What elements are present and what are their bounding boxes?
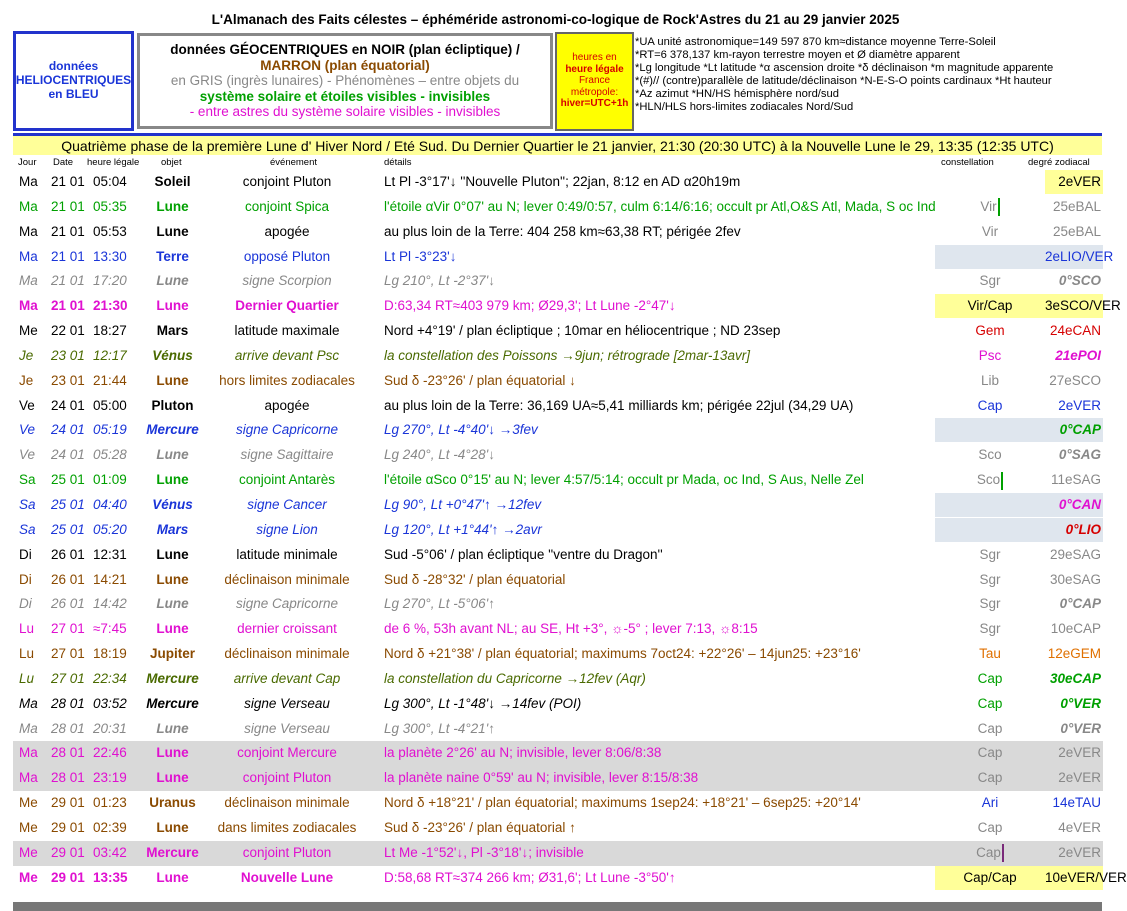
cell-day: Sa (19, 521, 36, 537)
cell-cons: Cap/Cap (935, 866, 1045, 890)
cell-deg: 0°CAP (1045, 418, 1103, 442)
cell-cons: Psc (978, 347, 1002, 363)
cell-time: 05:28 (93, 447, 127, 463)
cell-deg: 0°LIO (1045, 518, 1103, 542)
cell-event: opposé Pluton (243, 248, 331, 264)
cell-details: la constellation des Poissons →9jun; rétrograde [2mar-13avr] (384, 347, 750, 363)
cell-cons: Cap (977, 397, 1003, 413)
cell-date: 21 01 (51, 273, 85, 289)
table-row (13, 344, 1103, 369)
table-row (13, 245, 1114, 270)
table-row (13, 766, 1103, 791)
cell-date: 27 01 (51, 621, 85, 637)
cell-object: Mars (156, 521, 189, 537)
cell-event: déclinaison minimale (224, 571, 350, 587)
cell-object: Lune (156, 720, 189, 736)
cell-event: signe Capricorne (235, 422, 339, 438)
cell-object: Lune (156, 198, 189, 214)
cell-details: Lg 270°, Lt -4°40'↓ →3fev (384, 422, 538, 438)
table-row (13, 866, 1127, 891)
cell-time: 17:20 (93, 273, 127, 289)
cell-deg: 0°CAN (1045, 493, 1103, 517)
cell-day: Ma (19, 745, 38, 761)
cell-event: apogée (264, 223, 310, 239)
cell-date: 25 01 (51, 521, 85, 537)
table-row (13, 741, 1103, 766)
cell-deg: 24eCAN (1049, 323, 1101, 339)
cell-day: Ve (19, 422, 36, 438)
cell-day: Me (19, 323, 38, 339)
table-row (13, 493, 1103, 518)
cell-cons: Vir/Cap (935, 294, 1045, 318)
header-panel (13, 31, 1102, 132)
cell-date: 25 01 (51, 496, 85, 512)
cell-details: Lg 240°, Lt -4°28'↓ (384, 447, 495, 463)
cell-day: Me (19, 795, 38, 811)
cell-cons: Cap (977, 695, 1003, 711)
cell-cons: Sgr (979, 273, 1001, 289)
cell-event: déclinaison minimale (224, 795, 350, 811)
cell-details: Lt Me -1°52'↓, Pl -3°18'↓; invisible (384, 844, 584, 860)
cell-details: Sud δ -23°26' / plan équatorial ↓ (384, 372, 576, 388)
cell-event: arrive devant Psc (234, 347, 340, 363)
cell-cons (935, 418, 1045, 442)
cell-event: latitude maximale (234, 323, 340, 339)
cell-day: Sa (19, 496, 36, 512)
cell-deg: 30eCAP (1049, 670, 1101, 686)
cell-time: 21:30 (93, 298, 128, 314)
cell-date: 24 01 (51, 447, 85, 463)
cell-date: 27 01 (51, 670, 85, 686)
footer-bar (13, 902, 1102, 911)
cell-time: 03:42 (93, 844, 127, 860)
legend-line: *(#)// (contre)parallèle de latitude/déclinaison *N-E-S-O points cardinaux *Ht hauteur (635, 75, 1052, 88)
cell-event: signe Capricorne (235, 596, 339, 612)
cell-date: 28 01 (51, 745, 85, 761)
cell-date: 25 01 (51, 472, 85, 488)
cell-date: 26 01 (51, 571, 85, 587)
cell-deg: 3eSCO/VER (1045, 294, 1103, 318)
cell-details: l'étoile αSco 0°15' au N; lever 4:57/5:14; occult pr Mada, oc Ind, S Aus, Nelle Zel (384, 472, 864, 488)
cell-object: Mars (156, 323, 189, 339)
cell-deg: 12eGEM (1047, 646, 1101, 662)
legal-line-5: hiver=UTC+1h (560, 98, 629, 109)
legend-line: *HLN/HLS hors-limites zodiacales Nord/Sud (635, 101, 854, 114)
geo-line-2: MARRON (plan équatorial) (260, 57, 430, 73)
cell-cons: Sgr (979, 546, 1001, 562)
cell-event: Dernier Quartier (235, 298, 339, 314)
cell-time: ≈7:45 (93, 621, 127, 637)
cell-deg: 2eVER (1058, 844, 1101, 860)
cell-time: 02:39 (93, 819, 127, 835)
cell-deg: 0°VER (1060, 720, 1101, 736)
marker-bar (998, 198, 1000, 216)
cell-event: latitude minimale (236, 546, 338, 562)
cell-date: 21 01 (51, 174, 85, 189)
legal-line-3: France (578, 75, 611, 86)
cell-event: conjoint Pluton (242, 174, 332, 189)
cell-event: dernier croissant (237, 621, 337, 637)
cell-day: Di (19, 596, 32, 612)
cell-cons: Cap (977, 720, 1003, 736)
legend-line: *RT=6 378,137 km-rayon terrestre moyen et Ø diamètre apparent (635, 49, 960, 62)
cell-event: conjoint Spica (244, 198, 330, 214)
cell-time: 05:00 (93, 397, 127, 413)
cell-details: Lg 90°, Lt +0°47'↑ →12fev (384, 496, 542, 512)
table-row (13, 692, 1103, 717)
cell-day: Ma (19, 223, 38, 239)
cell-deg: 21ePOI (1055, 347, 1101, 363)
cell-cons: Sgr (979, 621, 1001, 637)
table-row (13, 717, 1103, 742)
cell-event: conjoint Pluton (242, 844, 332, 860)
cell-object: Pluton (151, 397, 194, 413)
cell-details: Nord δ +18°21' / plan équatorial; maximums 1sep24: +18°21' – 6sep25: +20°14' (384, 795, 861, 811)
cell-deg: 0°CAP (1059, 596, 1101, 612)
cell-cons: Sgr (979, 571, 1001, 587)
cell-date: 23 01 (51, 347, 85, 363)
cell-cons: Lib (980, 372, 999, 388)
table-row (13, 617, 1103, 642)
geo-line-5: - entre astres du système solaire visibles - invisibles (189, 104, 501, 120)
cell-day: Ma (19, 720, 38, 736)
cell-details: Lg 120°, Lt +1°44'↑ →2avr (384, 521, 542, 537)
cell-cons (935, 493, 1045, 517)
table-row (13, 468, 1103, 493)
table-row (13, 269, 1103, 294)
cell-time: 01:23 (93, 795, 127, 811)
cell-cons: Sco (978, 447, 1002, 463)
cell-deg: 25eBAL (1052, 198, 1101, 214)
cell-details: la planète naine 0°59' au N; invisible, lever 8:15/8:38 (384, 770, 699, 786)
cell-object: Lune (156, 298, 189, 314)
cell-date: 29 01 (51, 844, 85, 860)
cell-time: 18:19 (93, 646, 127, 662)
table-row (13, 443, 1103, 468)
cell-object: Lune (156, 745, 189, 761)
cell-time: 05:19 (93, 422, 127, 438)
table-row (13, 369, 1103, 394)
cell-object: Lune (156, 273, 189, 289)
cell-day: Lu (19, 621, 35, 637)
cell-object: Mercure (146, 844, 199, 860)
col-object: objet (161, 157, 182, 168)
cell-details: au plus loin de la Terre: 36,169 UA≈5,41 milliards km; périgée 22jul (34,29 UA) (384, 397, 854, 413)
cell-details: Sud δ -28°32' / plan équatorial (384, 571, 566, 587)
events-table (13, 170, 1127, 890)
cell-event: signe Scorpion (242, 273, 332, 289)
cell-details: Nord +4°19' / plan écliptique ; 10mar en héliocentrique ; ND 23sep (384, 323, 781, 339)
cell-day: Ve (19, 397, 35, 413)
cell-time: 22:34 (93, 670, 127, 686)
cell-details: D:63,34 RT≈403 979 km; Ø29,3'; Lt Lune -2°47'↓ (384, 298, 676, 314)
cell-event: apogée (264, 397, 310, 413)
cell-date: 28 01 (51, 695, 85, 711)
cell-cons: Cap (935, 841, 1045, 865)
cell-event: conjoint Antarès (238, 472, 336, 488)
cell-object: Soleil (154, 174, 191, 189)
cell-event: déclinaison minimale (224, 646, 350, 662)
cell-cons: Gem (975, 323, 1005, 339)
cell-object: Jupiter (149, 646, 195, 662)
cell-details: la planète 2°26' au N; invisible, lever 8:06/8:38 (384, 745, 662, 761)
cell-day: Ma (19, 198, 38, 214)
cell-date: 27 01 (51, 646, 85, 662)
table-row (13, 841, 1103, 866)
legend-line: *Az azimut *HN/HS hémisphère nord/sud (635, 88, 839, 101)
cell-details: Sud δ -23°26' / plan équatorial ↑ (384, 819, 576, 835)
cell-details: Nord δ +21°38' / plan équatorial; maximums 7oct24: +22°26' – 14jun25: +23°16' (384, 646, 861, 662)
abbreviation-legend (635, 36, 1053, 115)
cell-date: 24 01 (51, 422, 85, 438)
legal-line-1: heures en (572, 52, 617, 63)
cell-day: Sa (19, 472, 36, 488)
cell-object: Uranus (149, 795, 196, 811)
cell-event: dans limites zodiacales (217, 819, 357, 835)
cell-time: 20:31 (93, 720, 127, 736)
cell-deg: 0°SAG (1058, 447, 1101, 463)
cell-event: conjoint Pluton (242, 770, 332, 786)
page-title: L'Almanach des Faits célestes – éphéméride astronomi-co-logique de Rock'Astres du 21 au 29 janvier 2025 (211, 12, 900, 27)
table-row (13, 642, 1103, 667)
cell-day: Ma (19, 174, 38, 189)
cell-time: 12:31 (93, 546, 127, 562)
cell-time: 14:42 (93, 596, 127, 612)
cell-event: hors limites zodiacales (219, 372, 355, 388)
cell-date: 28 01 (51, 770, 85, 786)
legal-time-box (555, 32, 634, 131)
cell-time: 05:04 (93, 174, 127, 189)
phase-banner: Quatrième phase de la première Lune d' Hiver Nord / Eté Sud. Du Dernier Quartier le 21 janvier, 21:30 (20:30 UTC) à la Nouvelle Lune le 29, 13:35 (12:35 UTC) (13, 136, 1102, 155)
cell-day: Je (19, 372, 34, 388)
table-row (13, 195, 1103, 220)
cell-time: 13:30 (93, 248, 127, 264)
cell-date: 21 01 (51, 298, 85, 314)
cell-cons (935, 245, 1045, 269)
cell-deg: 30eSAG (1049, 571, 1101, 587)
cell-object: Mercure (146, 422, 199, 438)
cell-event: conjoint Mercure (237, 745, 337, 761)
cell-cons (935, 518, 1045, 542)
cell-details: Lt Pl -3°17'↓ ''Nouvelle Pluton''; 22jan, 8:12 en AD α20h19m (384, 174, 741, 189)
cell-day: Lu (19, 670, 35, 686)
cell-object: Lune (156, 770, 189, 786)
cell-cons: Vir (981, 223, 999, 239)
cell-date: 26 01 (51, 596, 85, 612)
cell-details: Sud -5°06' / plan écliptique ''ventre du Dragon'' (384, 546, 663, 562)
cell-cons: Cap (977, 770, 1003, 786)
cell-object: Vénus (152, 347, 193, 363)
cell-cons: Vir (935, 195, 1045, 219)
cell-object: Lune (156, 223, 189, 239)
cell-time: 05:53 (93, 223, 127, 239)
cell-deg: 29eSAG (1049, 546, 1101, 562)
cell-object: Mercure (146, 695, 199, 711)
cell-cons: Tau (979, 646, 1001, 662)
cell-date: 21 01 (51, 223, 85, 239)
legend-line: *UA unité astronomique=149 597 870 km≈distance moyenne Terre-Soleil (635, 36, 996, 48)
table-row (13, 568, 1103, 593)
cell-deg: 2eVER (1045, 170, 1103, 194)
cell-deg: 14eTAU (1052, 795, 1101, 811)
cell-day: Ma (19, 248, 38, 264)
col-details: détails (384, 157, 412, 168)
cell-event: signe Cancer (247, 496, 327, 512)
cell-time: 14:21 (93, 571, 127, 587)
cell-object: Lune (156, 596, 189, 612)
cell-object: Lune (156, 819, 189, 835)
cell-object: Lune (156, 372, 189, 388)
cell-day: Ma (19, 770, 38, 786)
cell-object: Terre (156, 248, 189, 264)
cell-time: 01:09 (93, 472, 127, 488)
cell-object: Vénus (152, 496, 193, 512)
col-degree: degré zodiacal (1028, 157, 1090, 168)
cell-object: Lune (156, 869, 189, 885)
cell-time: 05:35 (93, 198, 127, 214)
table-row (13, 170, 1103, 195)
cell-date: 22 01 (51, 323, 85, 339)
cell-deg: 10eCAP (1050, 621, 1101, 637)
table-row (13, 294, 1121, 319)
cell-date: 21 01 (51, 198, 85, 214)
cell-time: 18:27 (93, 323, 127, 339)
cell-details: Lg 300°, Lt -4°21'↑ (384, 720, 495, 736)
cell-event: signe Verseau (244, 720, 330, 736)
cell-date: 29 01 (51, 819, 85, 835)
cell-details: D:58,68 RT≈374 266 km; Ø31,6'; Lt Lune -3°50'↑ (384, 869, 676, 885)
cell-day: Je (19, 347, 34, 363)
table-row (13, 418, 1103, 443)
cell-date: 24 01 (51, 397, 85, 413)
cell-object: Lune (156, 472, 189, 488)
cell-cons (935, 170, 1045, 194)
cell-deg: 10eVER/VER (1045, 866, 1103, 890)
column-headers (0, 155, 1111, 169)
cell-time: 21:44 (93, 372, 127, 388)
table-row (13, 518, 1103, 543)
table-row (13, 667, 1103, 692)
cell-cons: Sgr (979, 596, 1001, 612)
cell-day: Ve (19, 447, 36, 463)
cell-deg: 4eVER (1058, 819, 1101, 835)
cell-details: au plus loin de la Terre: 404 258 km≈63,38 RT; périgée 2fev (384, 223, 741, 239)
legal-line-2: heure légale (565, 63, 624, 75)
cell-time: 13:35 (93, 869, 128, 885)
geo-line-1: données GÉOCENTRIQUES en NOIR (plan écliptique) / (170, 42, 520, 57)
cell-deg: 25eBAL (1052, 223, 1101, 239)
legal-line-4: métropole: (570, 86, 619, 98)
cell-details: de 6 %, 53h avant NL; au SE, Ht +3°, ☼-5° ; lever 7:13, ☼8:15 (384, 621, 758, 637)
col-constellation: constellation (941, 157, 994, 168)
geo-line-3: en GRIS (ingrès lunaires) - Phénomènes – entre objets du (170, 73, 520, 89)
cell-object: Lune (156, 621, 189, 637)
col-date: Date (53, 157, 74, 168)
cell-day: Ma (19, 695, 38, 711)
cell-cons: Sco (935, 468, 1045, 492)
cell-time: 12:17 (93, 347, 127, 363)
cell-deg: 2eLIO/VER (1045, 245, 1103, 269)
cell-deg: 0°VER (1060, 695, 1101, 711)
cell-time: 22:46 (93, 745, 127, 761)
col-event: événement (270, 157, 318, 168)
cell-cons: Ari (981, 795, 999, 811)
cell-details: Lg 300°, Lt -1°48'↓ →14fev (POI) (384, 695, 582, 711)
cell-time: 05:20 (93, 521, 127, 537)
table-row (13, 543, 1103, 568)
cell-details: Lg 270°, Lt -5°06'↑ (384, 596, 495, 612)
cell-details: l'étoile αVir 0°07' au N; lever 0:49/0:57, culm 6:14/6:16; occult pr Atl,O&S Atl, Mada, S oc Ind (384, 198, 936, 214)
col-day: Jour (18, 157, 37, 168)
cell-date: 23 01 (51, 372, 85, 388)
cell-day: Ma (19, 298, 38, 314)
cell-time: 03:52 (93, 695, 127, 711)
cell-details: Lg 210°, Lt -2°37'↓ (384, 273, 495, 289)
cell-event: Nouvelle Lune (240, 869, 334, 885)
cell-day: Me (19, 844, 38, 860)
cell-cons: Cap (977, 670, 1003, 686)
cell-date: 21 01 (51, 248, 85, 264)
cell-day: Me (19, 869, 38, 885)
cell-event: arrive devant Cap (233, 670, 341, 686)
col-time: heure légale (87, 157, 140, 168)
cell-cons: Cap (977, 745, 1003, 761)
cell-event: signe Lion (256, 521, 318, 537)
legend-line: *Lg longitude *Lt latitude *α ascension droite *δ déclinaison *m magnitude apparente (635, 62, 1054, 75)
cell-object: Lune (156, 546, 189, 562)
cell-object: Lune (156, 447, 189, 463)
cell-deg: 0°SCO (1058, 273, 1101, 289)
geo-legend-box (137, 33, 553, 129)
cell-object: Lune (156, 571, 189, 587)
cell-date: 29 01 (51, 795, 85, 811)
table-row (13, 394, 1103, 419)
cell-deg: 11eSAG (1050, 472, 1101, 488)
cell-cons: Cap (977, 819, 1003, 835)
cell-day: Lu (19, 646, 35, 662)
cell-day: Me (19, 819, 38, 835)
cell-date: 29 01 (51, 869, 85, 885)
table-row (13, 816, 1103, 841)
cell-event: signe Verseau (244, 695, 330, 711)
marker-bar (1002, 844, 1004, 862)
cell-details: la constellation du Capricorne →12fev (Aqr) (384, 670, 646, 686)
cell-day: Di (19, 546, 32, 562)
table-row (13, 791, 1103, 816)
geo-line-4: système solaire et étoiles visibles - invisibles (199, 88, 491, 104)
cell-date: 28 01 (51, 720, 85, 736)
cell-day: Ma (19, 273, 38, 289)
table-row (13, 220, 1103, 245)
cell-object: Mercure (146, 670, 199, 686)
cell-date: 26 01 (51, 546, 85, 562)
cell-event: signe Sagittaire (240, 447, 334, 463)
cell-deg: 2eVER (1058, 397, 1101, 413)
cell-time: 04:40 (93, 496, 127, 512)
cell-deg: 2eVER (1058, 770, 1101, 786)
cell-day: Di (19, 571, 32, 587)
cell-details: Lt Pl -3°23'↓ (384, 248, 457, 264)
cell-deg: 27eSCO (1049, 372, 1101, 388)
helio-legend-box: données HELIOCENTRIQUES en BLEU (13, 31, 134, 131)
table-row (13, 319, 1103, 344)
cell-deg: 2eVER (1058, 745, 1101, 761)
cell-time: 23:19 (93, 770, 127, 786)
table-row (13, 592, 1103, 617)
marker-bar (1001, 472, 1003, 490)
